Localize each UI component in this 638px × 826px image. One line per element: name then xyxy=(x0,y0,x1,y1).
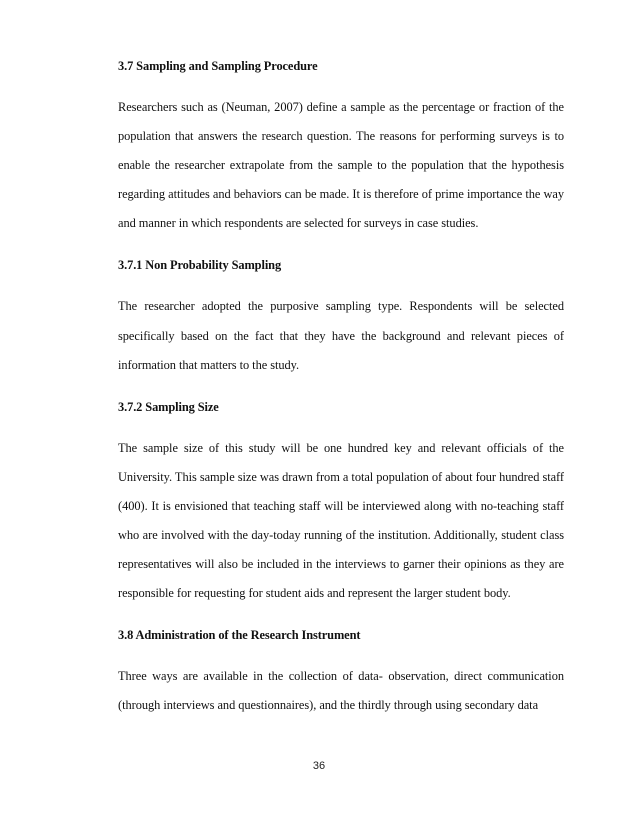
section-heading-3-8: 3.8 Administration of the Research Instrument xyxy=(118,628,361,643)
section-heading-3-7: 3.7 Sampling and Sampling Procedure xyxy=(118,59,318,73)
section-paragraph-3-7-2: The sample size of this study will be one hundred key and relevant officials of the University. This sample size was drawn from a total population of about four hundred staff (400). It is envisioned that teaching staff will be interviewed along with no-teaching staff who are involved with the day-today running of the institution. Additionally, student class representatives will also be included in the interviews to garner their opinions as they are responsible for requesting for student aids and represent the larger student body. xyxy=(118,440,564,601)
page-number: 36 xyxy=(312,760,326,772)
section-heading-3-7-2: 3.7.2 Sampling Size xyxy=(118,399,219,414)
section-paragraph-3-8: Three ways are available in the collection of data- observation, direct communication (through interviews and questionnaires), and the thirdly through using secondary data xyxy=(118,669,564,713)
section-heading-3-7-1: 3.7.1 Non Probability Sampling xyxy=(118,258,282,273)
section-paragraph-3-7: Researchers such as (Neuman, 2007) define a sample as the percentage or fraction of the population that answers the research question. The reasons for performing surveys is to enable the researcher extrapolate from the sample to the population that the hypothesis regarding attitudes and behaviors can be made. It is therefore of prime importance the way and manner in which respondents are selected for surveys in case studies. xyxy=(118,100,564,231)
section-paragraph-3-7-1: The researcher adopted the purposive sampling type. Respondents will be selected specifically based on the fact that they have the background and relevant pieces of information that matters to the study. xyxy=(118,299,564,372)
page-content xyxy=(118,58,564,721)
